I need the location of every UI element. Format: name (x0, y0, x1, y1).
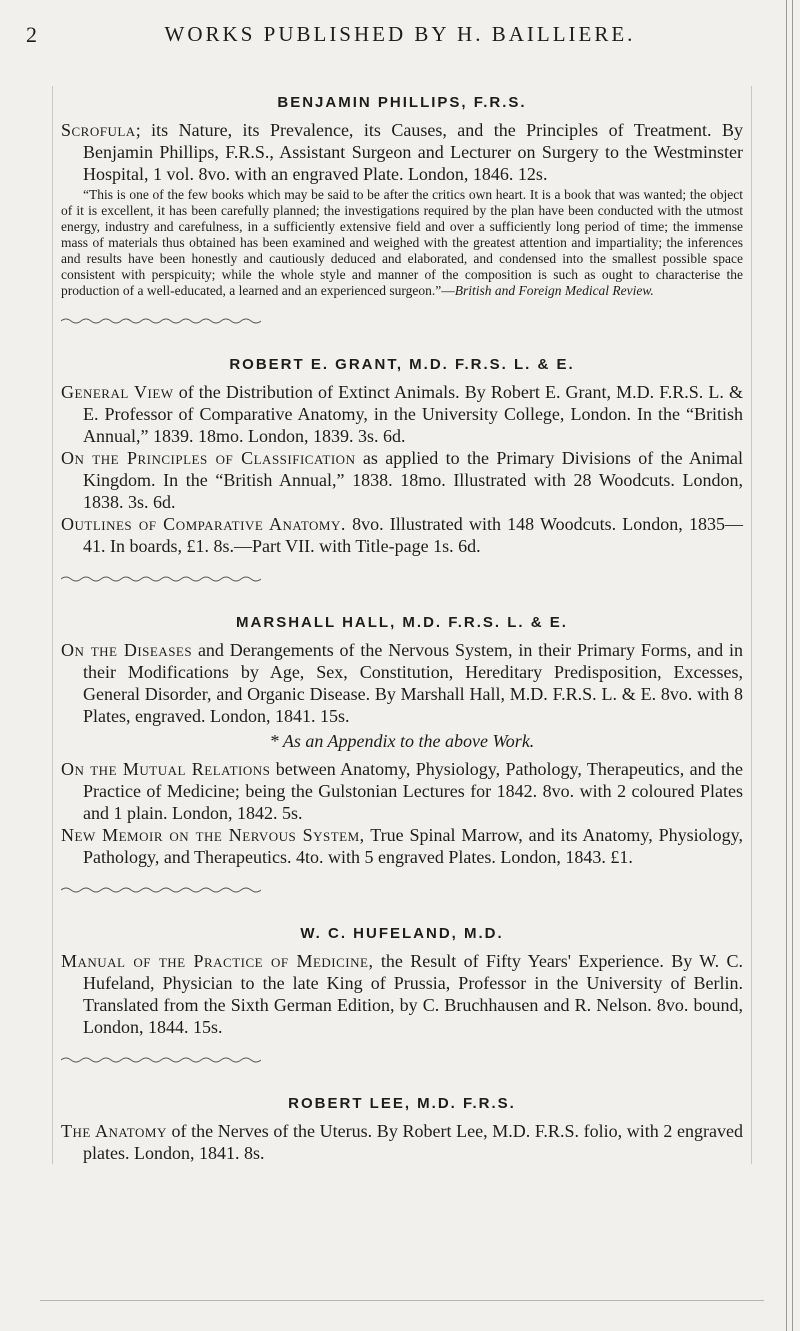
page-header (0, 0, 800, 56)
book-entry (61, 950, 743, 1038)
quote-text: “This is one of the few books which may be said to be after the critics own heart. It is a book that was wanted; the object of it is excellent, it has been carefully planned; the investigations required by the plan have been conducted with the utmost energy, industry and carefulness, in a sufficiently extensive field and over a sufficiently long period of time; the immense mass of materials thus obtained has been examined and weighed with the greatest attention and impartiality; the inferences and results have been honestly and cautiously deduced and elaborated, and condensed into the smallest possible space consistent with perspicuity; while the whole style and manner of the composition is such as ought to characterise the production of a well-educated, a learned and an experienced surgeon.”— (61, 187, 743, 298)
book-entry (61, 824, 743, 868)
entry-title: On the Diseases (61, 640, 193, 660)
entry-title: General View (61, 382, 174, 402)
ornament-divider (61, 886, 261, 894)
author-heading: BENJAMIN PHILLIPS, F.R.S. (277, 94, 527, 111)
book-entry (61, 1120, 743, 1164)
author-heading: ROBERT E. GRANT, M.D. F.R.S. L. & E. (229, 356, 575, 373)
entry-text: as applied to the Primary Divisions of the Animal Kingdom. In the “British Annual,” 1838. 18mo. Illustrated with 28 Woodcuts. London, 1838. 3s. 6d. (83, 448, 743, 512)
entry-title: Manual of the Practice of Medicine, (61, 951, 374, 971)
book-entry (61, 381, 743, 447)
book-entry (61, 639, 743, 727)
entry-text: True Spinal Marrow, and its Anatomy, Physiology, Pathology, and Therapeutics. 4to. with 5 engraved Plates. London, 1843. £1. (83, 825, 743, 867)
ornament-divider (61, 317, 261, 325)
review-quote (61, 187, 743, 299)
ornament-divider (61, 575, 261, 583)
book-entry (61, 447, 743, 513)
running-head: WORKS PUBLISHED BY H. BAILLIERE. (164, 22, 636, 46)
entry-title: The Anatomy (61, 1121, 167, 1141)
entry-text: of the Nerves of the Uterus. By Robert Lee, M.D. F.R.S. folio, with 2 engraved plates. London, 1841. 8s. (83, 1121, 743, 1163)
book-entry (61, 119, 743, 185)
ornament-divider (61, 1056, 261, 1064)
entry-text: the Result of Fifty Years' Experience. By W. C. Hufeland, Physician to the late King of Prussia, Professor in the University of Berlin. Translated from the Sixth German Edition, by C. Bruchhausen and R. Nelson. 8vo. bound, London, 1844. 15s. (83, 951, 743, 1037)
quote-source: British and Foreign Medical Review. (454, 283, 654, 298)
entry-title: On the Mutual Relations (61, 759, 271, 779)
entry-text: of the Distribution of Extinct Animals. By Robert E. Grant, M.D. F.R.S. L. & E. Professor of Comparative Anatomy, in the University College, London. In the “British Annual,” 1839. 18mo. London, 1839. 3s. 6d. (83, 382, 743, 446)
catalogue-body (52, 86, 752, 1164)
entry-title: New Memoir on the Nervous System, (61, 825, 365, 845)
margin-rule (792, 0, 793, 1331)
book-entry (61, 758, 743, 824)
page-number: 2 (26, 22, 38, 47)
entry-title: Scrofula (61, 120, 136, 140)
entry-text: ; its Nature, its Prevalence, its Causes, and the Principles of Treatment. By Benjamin Phillips, F.R.S., Assistant Surgeon and Lecturer on Surgery to the Westminster Hospital, 1 vol. 8vo. with an engraved Plate. London, 1846. 12s. (83, 120, 743, 184)
bottom-rule (40, 1300, 764, 1301)
author-heading: W. C. HUFELAND, M.D. (300, 925, 504, 942)
book-entry (61, 513, 743, 557)
margin-rule (786, 0, 787, 1331)
entry-text: 8vo. Illustrated with 148 Woodcuts. London, 1835—41. In boards, £1. 8s.—Part VII. with Title-page 1s. 6d. (83, 514, 743, 556)
entry-text: and Derangements of the Nervous System, in their Primary Forms, and in their Modifications by Age, Sex, Constitution, Hereditary Predisposition, Excesses, General Disorder, and Organic Disease. By Marshall Hall, M.D. F.R.S. L. & E. 8vo. with 8 Plates, engraved. London, 1841. 15s. (83, 640, 743, 726)
author-heading: ROBERT LEE, M.D. F.R.S. (288, 1095, 516, 1112)
entry-text: between Anatomy, Physiology, Pathology, Therapeutics, and the Practice of Medicine; being the Gulstonian Lectures for 1842. 8vo. with 2 coloured Plates and 1 plain. London, 1842. 5s. (83, 759, 743, 823)
appendix-note: * As an Appendix to the above Work. (269, 731, 535, 751)
entry-title: On the Principles of Classification (61, 448, 356, 468)
author-heading: MARSHALL HALL, M.D. F.R.S. L. & E. (236, 614, 568, 631)
entry-title: Outlines of Comparative Anatomy. (61, 514, 346, 534)
